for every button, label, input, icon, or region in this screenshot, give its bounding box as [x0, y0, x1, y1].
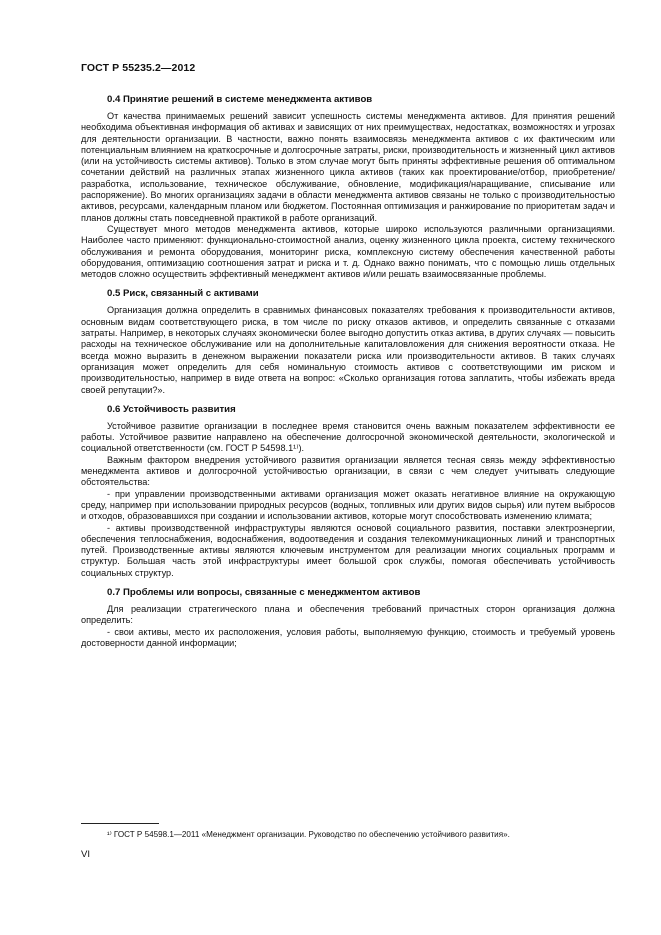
paragraph: Организация должна определить в сравнимых финансовых показателях требования к производительности активов, основным видам соответствующего риска, в том числе по риску отказов активов, и определить связанные с отказами затраты. Например, в некоторых случаях экономически более выгодно допустить отказ актива, в других случаях — повысить расходы на техническое обслуживание или на дополнительные капиталовложения для снижения вероятности отказа. Не всегда можно выразить в денежном выражении показатели риска или производительности активов. В таких случаях организация может определить для себя номинальную стоимость активов с соответствующими им риском и производительностью, например в виде ответа на вопрос: «Сколько организация готова заплатить, чтобы избежать вреда своей репутации?».: [81, 305, 615, 395]
section-title: 0.7 Проблемы или вопросы, связанные с менеджментом активов: [107, 586, 421, 598]
list-item: - при управлении производственными активами организация может оказать негативное влияние на окружающую среду, например при использовании природных ресурсов (водных, топливных или других видов сырья) или путем выбросов и отходов, образовавшихся при создании и использовании активов, которые могут способствовать изменению климата;: [81, 488, 615, 522]
section-asset-risk: [81, 288, 615, 395]
document-body: [81, 86, 615, 649]
paragraph: Важным фактором внедрения устойчивого развития организации является тесная связь между эффективностью менеджмента активов и долгосрочной устойчивостью организации, в связи с чем следует учитывать следующие обстоятельства:: [81, 454, 615, 488]
page-number: VI: [81, 849, 91, 860]
section-asset-issues: [81, 587, 615, 649]
section-title: 0.4 Принятие решений в системе менеджмента активов: [107, 94, 373, 105]
paragraph: От качества принимаемых решений зависит успешность системы менеджмента активов. Для принятия решений необходима объективная информация об активах и зависящих от них преимуществах, недостатках, возможностях и угрозах для деятельности организации. В частности, важно понять взаимосвязь менеджмента активов с их фактическим или потенциальным влиянием на краткосрочные и долгосрочные затраты, риски, производительность и жизненный цикл активов (или на устойчивость системы активов). Только в этом случае могут быть приняты эффективные решения об оптимальном сочетании действий на различных этапах жизненного цикла активов (таких как проектирование/отбор, приобретение/разработка, использование, техническое обслуживание, обновление, модификация/наращивание, списывание или распоряжение). Во многих организациях задачи в области менеджмента активов связаны не только с производительностью активов, ресурсами, календарным планом или бюджетом. Постоянная оптимизация и ранжирование по приоритетам задач и планов должны стать повседневной практикой в работе организаций.: [81, 111, 615, 223]
paragraph: Для реализации стратегического плана и обеспечения требований причастных сторон организация должна определить:: [81, 603, 615, 626]
paragraph: Устойчивое развитие организации в последнее время становится очень важным показателем эффективности ее работы. Устойчивое развитие направлено на обеспечение долгосрочной экономической деятельности, экологической и социальной ответственности (см. ГОСТ Р 54598.1¹⁾).: [81, 420, 615, 454]
footnote-divider: [81, 823, 159, 824]
section-title: 0.6 Устойчивость развития: [107, 403, 236, 415]
footnote: ¹⁾ ГОСТ Р 54598.1—2011 «Менеджмент организации. Руководство по обеспечению устойчивого развития».: [107, 830, 510, 839]
section-decision-making: [81, 94, 615, 280]
paragraph: Существует много методов менеджмента активов, которые широко используются различными организациями. Наиболее часто применяют: функционально-стоимостной анализ, оценку жизненного цикла проекта, систему технического обслуживания и ремонта оборудования, мониторинг риска, комплексную систему обеспечения качественной работы оборудования, оптимизацию соотношения затрат и риска и т. д. Однако важно понимать, что с помощью лишь отдельных методов сложно осуществить эффективный менеджмент активов и/или решать взаимосвязанные проблемы.: [81, 223, 615, 280]
document-code: ГОСТ Р 55235.2—2012: [81, 62, 196, 74]
list-item: - активы производственной инфраструктуры являются основой социального развития, поставки электроэнергии, обеспечения теплоснабжения, водоснабжения, водоотведения и создания телекоммуникационных линий и транспортных путей. Производственные активы являются ключевым инструментом для реализации многих социальных программ и структур. Большая часть этой инфраструктуры имеет большой срок службы, помогая обеспечивать устойчивость социальных структур.: [81, 522, 615, 578]
section-title: 0.5 Риск, связанный с активами: [107, 288, 259, 300]
section-sustainability: [81, 404, 615, 579]
list-item: - свои активы, место их расположения, условия работы, выполняемую функцию, стоимость и требуемый уровень достоверности данной информации;: [81, 626, 615, 648]
